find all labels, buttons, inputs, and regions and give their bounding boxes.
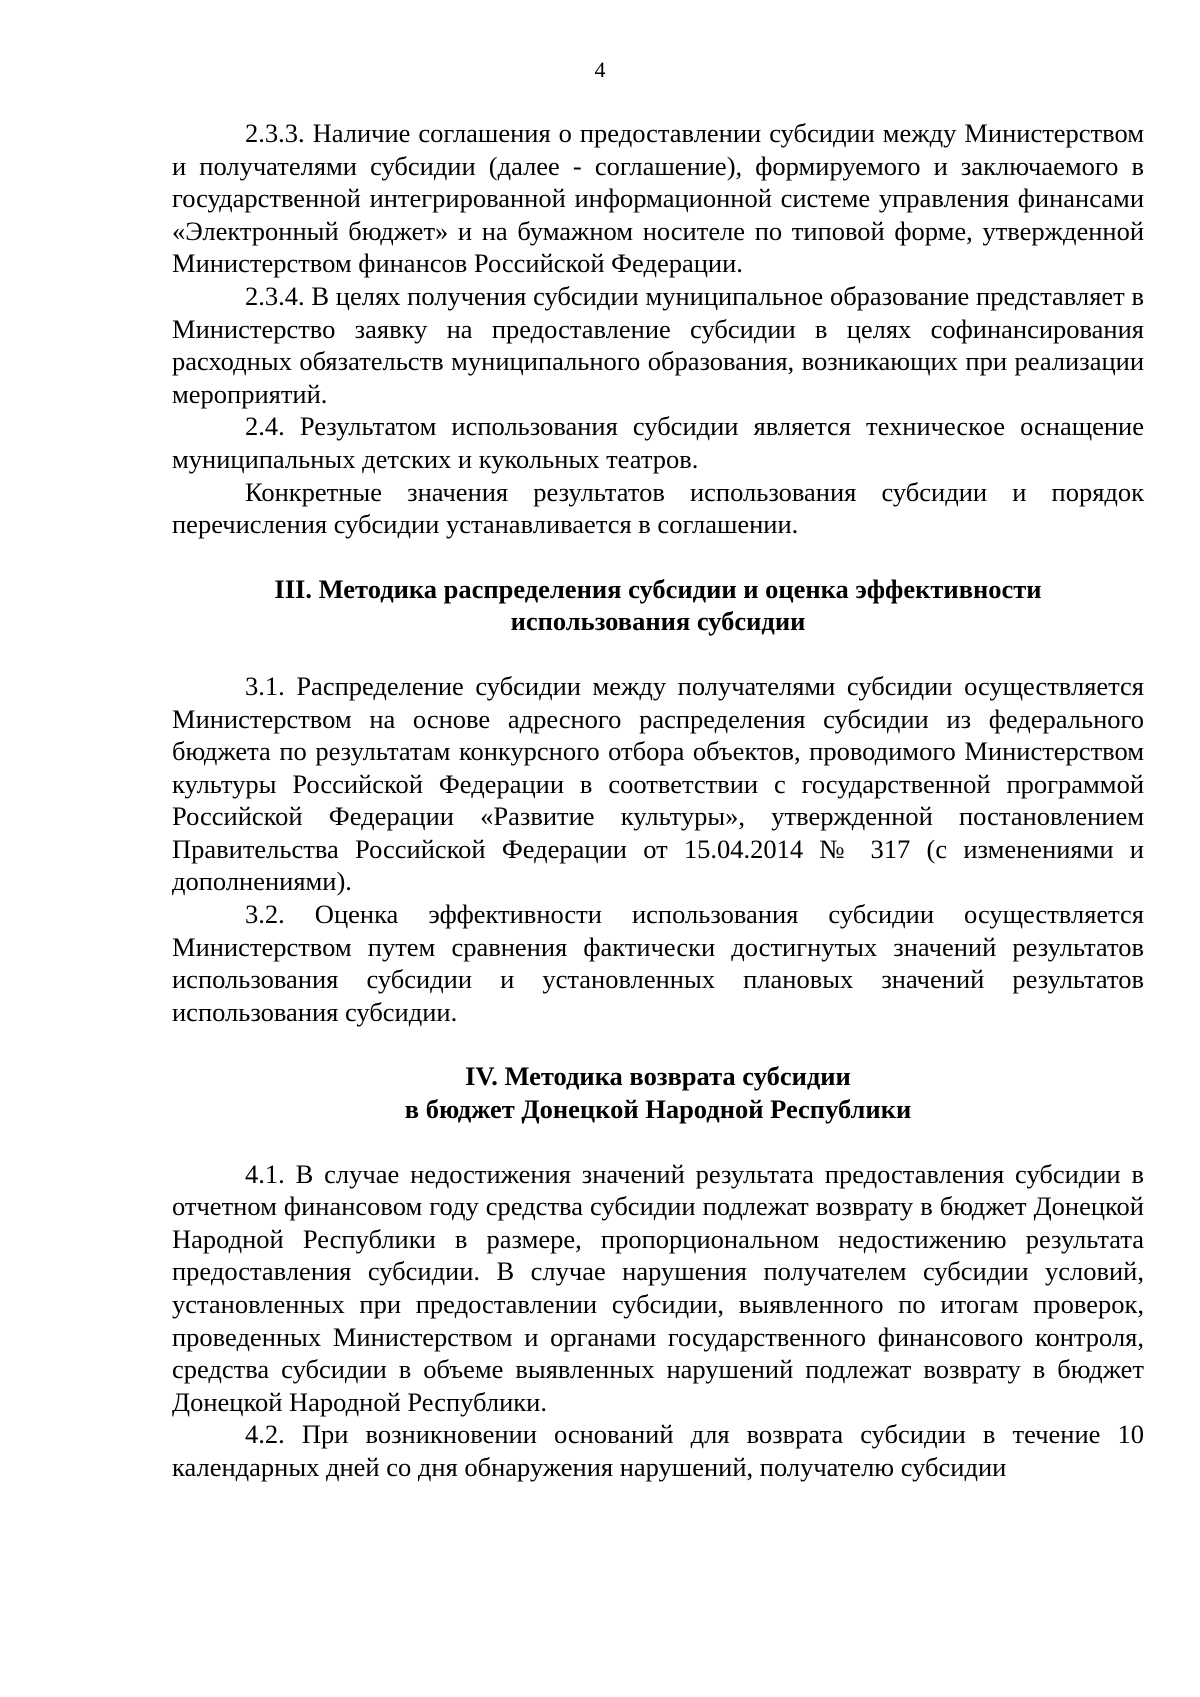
section-3-heading-line-1: III. Методика распределения субсидии и оценка эффективности [274,573,1042,604]
page-number: 4 [594,57,606,82]
section-3-heading-line-2: использования субсидии [510,606,806,637]
section-4-heading-line-2: в бюджет Донецкой Народной Республики [404,1094,912,1125]
section-4-heading-line-1: IV. Методика возврата субсидии [465,1061,851,1092]
document-body [172,117,1144,1484]
section-3-heading [172,573,1144,638]
paragraph-2-3-3: 2.3.3. Наличие соглашения о предоставлении субсидии между Министерством и получателями субсидии (далее - соглашение), формируемого и заключаемого в государственной интегрированной информационной системе управления финансами «Электронный бюджет» и на бумажном носителе по типовой форме, утвержденной Министерством финансов Российской Федерации. [172,118,1144,279]
paragraph-4-1: 4.1. В случае недостижения значений результата предоставления субсидии в отчетном финансовом году средства субсидии подлежат возврату в бюджет Донецкой Народной Республики в размере, пропорциональном недостижению результата предоставления субсидии. В случае нарушения получателем субсидии условий, установленных при предоставлении субсидии, выявленного по итогам проверок, проведенных Министерством и органами государственного финансового контроля, средства субсидии в объеме выявленных нарушений подлежат возврату в бюджет Донецкой Народной Республики. [172,1158,1144,1417]
paragraph-3-2: 3.2. Оценка эффективности использования субсидии осуществляется Министерством путем сравнения фактически достигнутых значений результатов использования субсидии и установленных плановых значений результатов использования субсидии. [172,899,1144,1027]
paragraph-results-values: Конкретные значения результатов использования субсидии и порядок перечисления субсидии устанавливается в соглашении. [172,476,1144,540]
paragraph-3-1: 3.1. Распределение субсидии между получателями субсидии осуществляется Министерством на основе адресного распределения субсидии из федерального бюджета по результатам конкурсного отбора объектов, проводимого Министерством культуры Российской Федерации в соответствии с государственной программой Российской Федерации «Развитие культуры», утвержденной постановлением Правительства Российской Федерации от 15.04.2014 № 317 (с изменениями и дополнениями). [172,670,1144,897]
paragraph-2-3-4: 2.3.4. В целях получения субсидии муниципальное образование представляет в Министерство заявку на предоставление субсидии в целях софинансирования расходных обязательств муниципального образования, возникающих при реализации мероприятий. [172,280,1144,409]
paragraph-2-4: 2.4. Результатом использования субсидии является техническое оснащение муниципальных детских и кукольных театров. [172,411,1144,474]
section-4-heading [172,1060,1144,1125]
paragraph-4-2: 4.2. При возникновении оснований для возврата субсидии в течение 10 календарных дней со дня обнаружения нарушений, получателю субсидии [172,1419,1144,1482]
